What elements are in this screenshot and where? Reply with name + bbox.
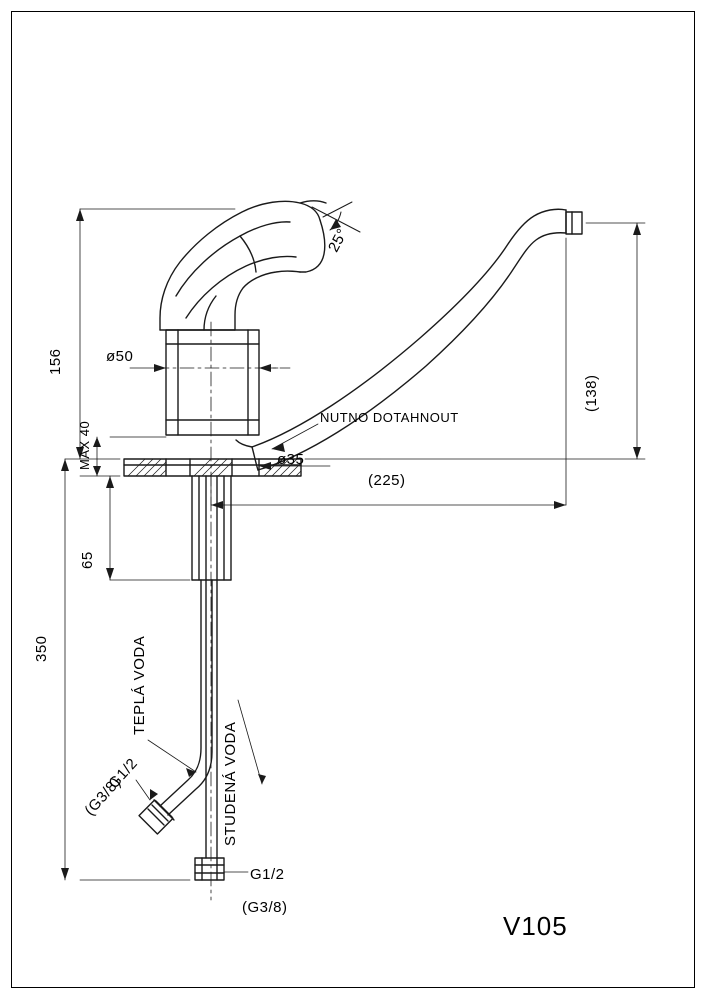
dim-max-panel-40: MAX 40 [77, 420, 92, 470]
dim-thread-65: 65 [79, 551, 96, 569]
dim-base-diameter-35: ø35 [277, 451, 305, 468]
dim-body-diameter-50: ø50 [106, 348, 134, 365]
connection-bottom-alt: (G3/8) [242, 899, 288, 916]
connection-left-primary: G1/2 [105, 754, 142, 792]
dim-spout-reach-225: (225) [368, 472, 406, 489]
dim-spout-height-138: (138) [583, 374, 600, 412]
supply-pipes [139, 476, 217, 858]
bottom-fitting [195, 858, 224, 880]
shank [192, 476, 231, 580]
connection-bottom-primary: G1/2 [250, 866, 285, 883]
valve-body [166, 330, 259, 435]
drawing-title-code: V105 [503, 911, 568, 941]
dim-overall-length-350: 350 [33, 635, 50, 662]
dimension-lines [65, 209, 645, 880]
spout [236, 209, 582, 470]
note-cold-water: STUDENÁ VODA [222, 721, 239, 846]
note-hot-water: TEPLÁ VODA [131, 635, 148, 735]
dim-lever-angle-25: 25° [324, 225, 352, 255]
flange-hatching [128, 459, 301, 476]
dim-overall-height-156: 156 [47, 348, 64, 375]
note-tighten: NUTNO DOTAHNOUT [320, 410, 459, 425]
dimension-arrows [61, 209, 641, 880]
lever-handle [160, 201, 325, 330]
connection-left-alt: (G3/8) [81, 773, 125, 819]
